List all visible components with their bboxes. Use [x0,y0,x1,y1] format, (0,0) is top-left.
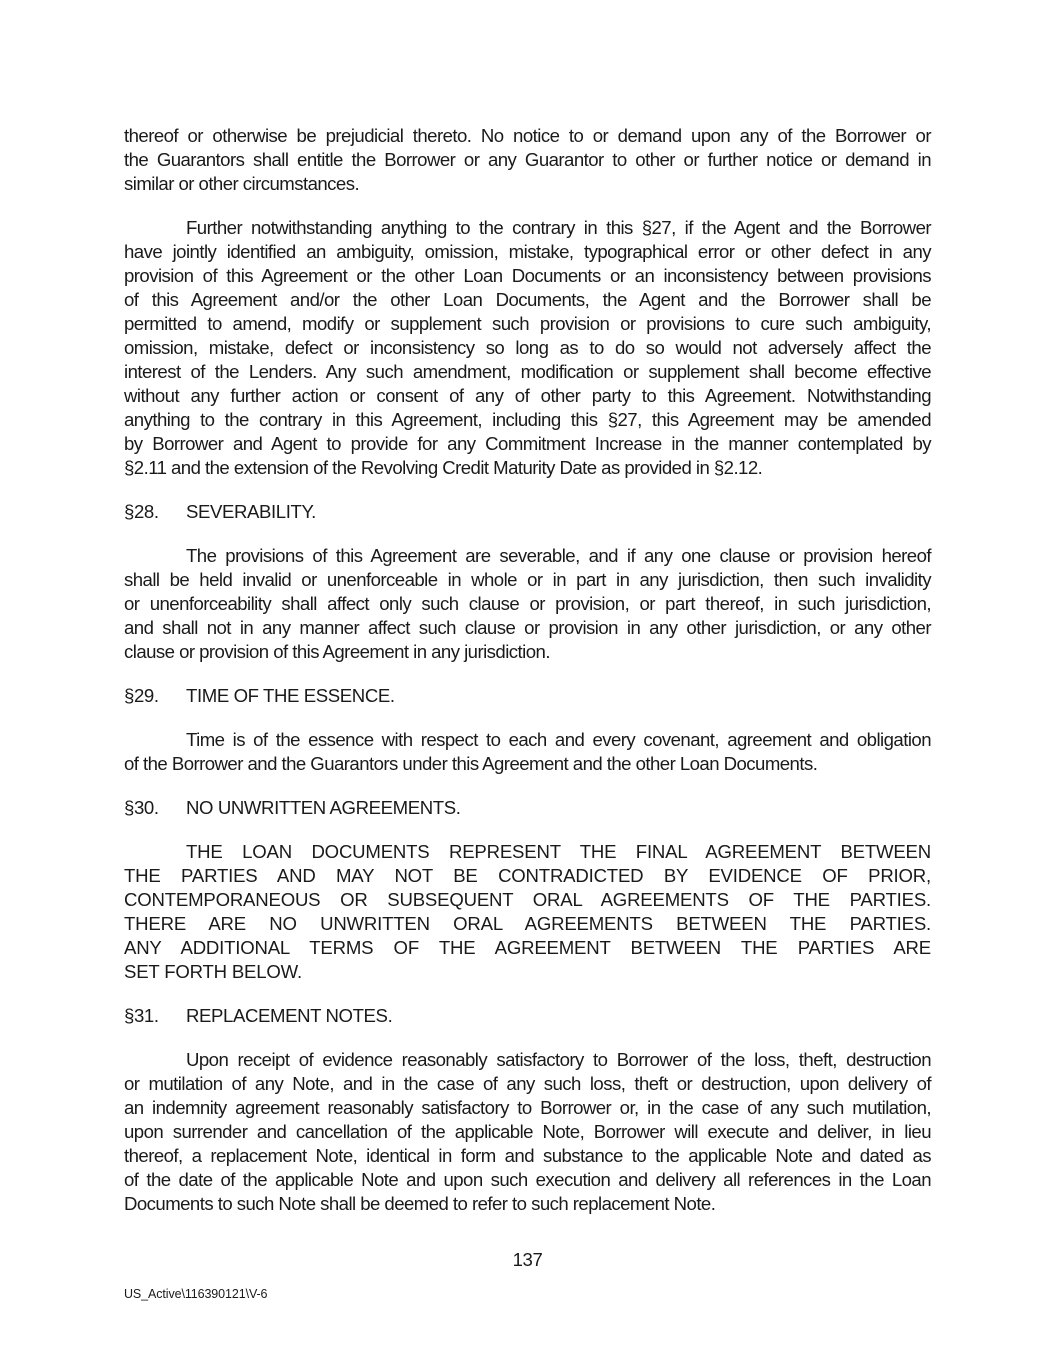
paragraph-line: have jointly identified an ambiguity, omission, mistake, typographical error or other defect in any [124,241,931,262]
paragraph-line: of this Agreement and/or the other Loan Documents, the Agent and the Borrower shall be [124,289,931,310]
paragraph-line: Further notwithstanding anything to the contrary in this §27, if the Agent and the Borrower [186,217,931,238]
paragraph-line: of the date of the applicable Note and upon such execution and delivery all references in the Loan [124,1169,931,1190]
paragraph-line: without any further action or consent of any of other party to this Agreement. Notwithstanding [124,385,931,406]
section-title: NO UNWRITTEN AGREEMENTS. [186,797,461,818]
paragraph-line: Upon receipt of evidence reasonably satisfactory to Borrower of the loss, theft, destruction [186,1049,931,1070]
paragraph-line: provision of this Agreement or the other Loan Documents or an inconsistency between provisions [124,265,931,286]
paragraph-line: The provisions of this Agreement are severable, and if any one clause or provision hereof [186,545,931,566]
document-id-footer: US_Active\116390121\V-6 [124,1287,268,1301]
section-heading-severability [124,500,931,524]
paragraph-line: thereof or otherwise be prejudicial thereto. No notice to or demand upon any of the Borrower or [124,125,931,146]
further-notwithstanding-paragraph [124,216,931,480]
section-heading-replacement-notes [124,1004,931,1028]
paragraph-line: of the Borrower and the Guarantors under this Agreement and the other Loan Documents. [124,753,818,774]
section-number: §28. [124,501,159,522]
paragraph-line: interest of the Lenders. Any such amendment, modification or supplement shall become effective [124,361,931,382]
paragraph-line: or unenforceability shall affect only such clause or provision, or part thereof, in such jurisdiction, [124,593,931,614]
paragraph-line: clause or provision of this Agreement in any jurisdiction. [124,641,550,662]
paragraph-line: an indemnity agreement reasonably satisfactory to Borrower or, in the case of any such mutilation, [124,1097,931,1118]
paragraph-line: CONTEMPORANEOUS OR SUBSEQUENT ORAL AGREEMENTS OF THE PARTIES. [124,889,931,910]
paragraph-line: similar or other circumstances. [124,173,360,194]
paragraph-line: THE PARTIES AND MAY NOT BE CONTRADICTED BY EVIDENCE OF PRIOR, [124,865,931,886]
paragraph-line: THERE ARE NO UNWRITTEN ORAL AGREEMENTS BETWEEN THE PARTIES. [124,913,931,934]
paragraph-line: upon surrender and cancellation of the applicable Note, Borrower will execute and deliver, in lieu [124,1121,931,1142]
no-unwritten-agreements-paragraph [124,840,931,984]
paragraph-line: shall be held invalid or unenforceable in whole or in part in any jurisdiction, then such invalidity [124,569,931,590]
paragraph-line: or mutilation of any Note, and in the case of any such loss, theft or destruction, upon delivery of [124,1073,931,1094]
time-of-essence-paragraph [124,728,931,776]
paragraph-line: THE LOAN DOCUMENTS REPRESENT THE FINAL AGREEMENT BETWEEN [186,841,931,862]
paragraph-line: SET FORTH BELOW. [124,961,302,982]
section-number: §29. [124,685,159,706]
paragraph-line: omission, mistake, defect or inconsistency so long as to do so would not adversely affect the [124,337,931,358]
section-title: TIME OF THE ESSENCE. [186,685,395,706]
paragraph-line: Time is of the essence with respect to each and every covenant, agreement and obligation [186,729,931,750]
severability-paragraph [124,544,931,664]
page-number: 137 [512,1249,543,1270]
paragraph-line: anything to the contrary in this Agreement, including this §27, this Agreement may be amended [124,409,931,430]
paragraph-line: thereof, a replacement Note, identical in form and substance to the applicable Note and dated as [124,1145,931,1166]
replacement-notes-paragraph [124,1048,931,1216]
section-title: REPLACEMENT NOTES. [186,1005,393,1026]
paragraph-line: permitted to amend, modify or supplement such provision or provisions to cure such ambiguity, [124,313,931,334]
section-heading-time-of-essence [124,684,931,708]
paragraph-line: by Borrower and Agent to provide for any Commitment Increase in the manner contemplated by [124,433,931,454]
document-page [124,124,931,1236]
paragraph-line: ANY ADDITIONAL TERMS OF THE AGREEMENT BETWEEN THE PARTIES ARE [124,937,931,958]
paragraph-line: the Guarantors shall entitle the Borrower or any Guarantor to other or further notice or demand in [124,149,931,170]
section-title: SEVERABILITY. [186,501,316,522]
section-number: §30. [124,797,159,818]
section-number: §31. [124,1005,159,1026]
paragraph-line: §2.11 and the extension of the Revolving Credit Maturity Date as provided in §2.12. [124,457,763,478]
paragraph-line: and shall not in any manner affect such clause or provision in any other jurisdiction, or any other [124,617,931,638]
section-heading-no-unwritten-agreements [124,796,931,820]
intro-paragraph [124,124,931,196]
paragraph-line: Documents to such Note shall be deemed to refer to such replacement Note. [124,1193,716,1214]
